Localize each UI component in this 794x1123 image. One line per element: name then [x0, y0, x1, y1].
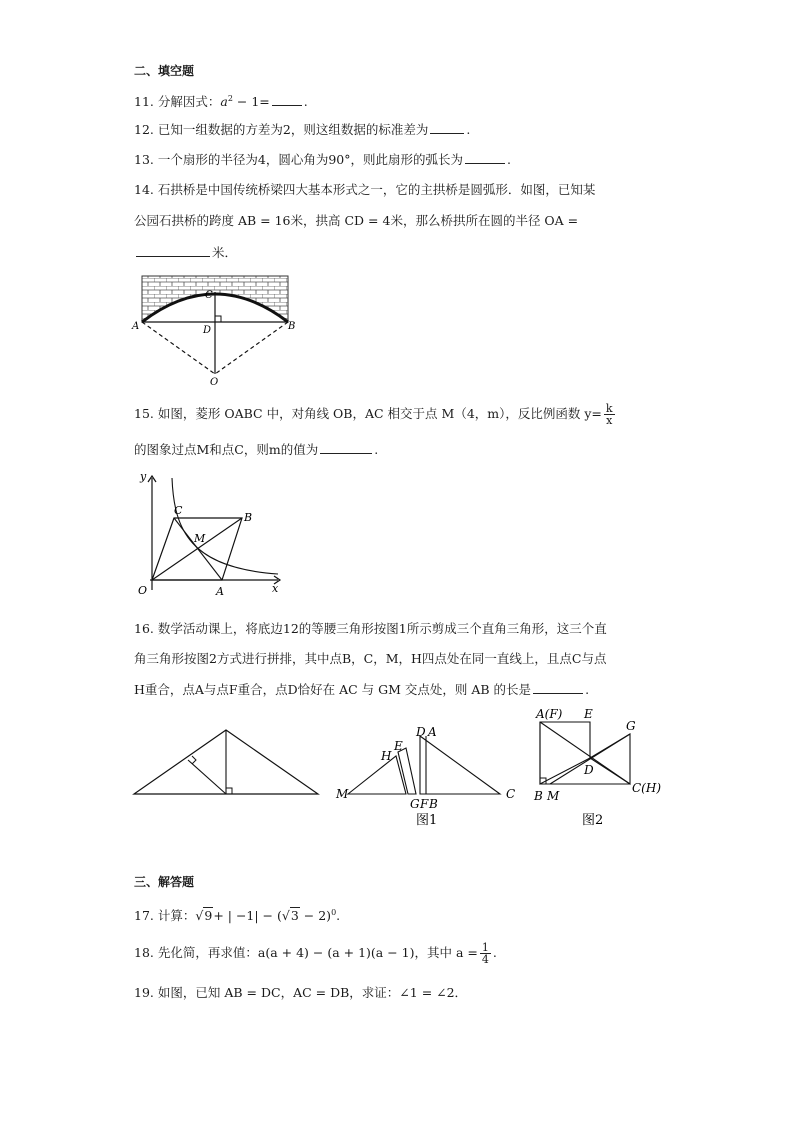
- question-15-line2: [134, 441, 378, 459]
- q17-root9: 9: [204, 908, 213, 924]
- q12-end: .: [466, 122, 471, 137]
- q11-number: 11.: [134, 94, 154, 110]
- q18-fraction: [480, 942, 491, 965]
- hyperbola-curve: [172, 478, 278, 574]
- fig1-label-M: M: [336, 787, 349, 801]
- question-16-line1: [134, 620, 607, 638]
- q11-expr-sup: 2: [227, 94, 233, 103]
- q17-sup: 0: [331, 908, 337, 917]
- fig1-label-H: H: [381, 749, 392, 763]
- triangle-figures: [130, 700, 670, 830]
- question-12: [134, 121, 470, 139]
- question-13: [134, 151, 511, 169]
- q13-end: .: [507, 152, 511, 167]
- q17-root3: 3: [290, 908, 299, 924]
- answer-blank[interactable]: [136, 244, 210, 257]
- fig2-label-G: G: [626, 719, 636, 733]
- answer-blank[interactable]: [533, 681, 583, 694]
- q14-unit: 米．: [212, 245, 238, 260]
- label-C: C: [205, 290, 213, 301]
- label-A: A: [216, 585, 224, 598]
- q13-number: 13.: [134, 152, 154, 167]
- q17-number: 17.: [134, 908, 154, 924]
- arch-bridge-figure: [130, 270, 300, 388]
- q19-number: 19.: [134, 985, 154, 1000]
- q17-prefix: 计算：: [157, 908, 196, 924]
- fig2-caption: 图2: [582, 813, 604, 828]
- fig1-caption: 图1: [416, 813, 438, 828]
- label-B: B: [288, 321, 296, 332]
- fig2-label-B: B: [534, 789, 543, 803]
- label-C: C: [174, 504, 183, 517]
- right-angle-mark: [215, 316, 221, 322]
- q17-mid: + | −1| − (: [213, 908, 282, 924]
- radius-OB: [215, 322, 288, 374]
- question-14-line3: [134, 244, 237, 262]
- label-y: y: [140, 470, 147, 483]
- fig2-label-D: D: [584, 763, 594, 777]
- fig1-label-F: F: [420, 797, 429, 811]
- q11-end: .: [303, 94, 308, 110]
- q12-number: 12.: [134, 122, 154, 137]
- q14-line2: 公园石拱桥的跨度 AB = 16米，拱高 CD = 4米，那么桥拱所在圆的半径 OA =: [134, 213, 579, 228]
- q15-number: 15.: [134, 406, 154, 421]
- fig2-label-M: M: [547, 789, 560, 803]
- q15-line2: 的图象过点M和点C，则m的值为: [134, 442, 319, 457]
- q18-text: 先化简，再求值：a(a + 4) − (a + 1)(a − 1)，其中 a =: [157, 945, 478, 960]
- answer-blank[interactable]: [465, 151, 505, 164]
- q16-line2: 角三角形按图2方式进行拼排，其中点B，C，M，H四点处在同一直线上，且点C与点: [134, 651, 607, 666]
- q16-line1: 数学活动课上，将底边12的等腰三角形按图1所示剪成三个直角三角形，这三个直: [157, 621, 607, 636]
- q15-line1: 如图，菱形 OABC 中，对角线 OB，AC 相交于点 M（4，m），反比例函数 y=: [157, 406, 602, 421]
- q17-end: .: [336, 908, 341, 924]
- q15-end: .: [374, 442, 379, 457]
- question-16-line3: [134, 681, 589, 699]
- figure-1: [335, 725, 515, 828]
- q11-expr-rest: − 1=: [232, 94, 270, 110]
- q16-end: .: [585, 682, 590, 697]
- rhombus-figure: [130, 470, 290, 600]
- q14-line1: 石拱桥是中国传统桥梁四大基本形式之一，它的主拱桥是圆弧形．如图，已知某: [157, 182, 596, 197]
- question-14-line1: [134, 181, 595, 199]
- isosceles-triangle-figure: [134, 730, 318, 794]
- label-A: A: [132, 321, 140, 332]
- fig1-label-C: C: [506, 787, 516, 801]
- q15-fraction: [604, 403, 615, 426]
- question-18: [134, 942, 497, 965]
- question-19: [134, 984, 467, 1002]
- answer-blank[interactable]: [430, 121, 464, 134]
- q15-frac-num: k: [605, 402, 613, 415]
- fig2-label-E: E: [584, 707, 593, 721]
- label-O: O: [210, 377, 219, 388]
- fig1-label-A: A: [428, 725, 437, 739]
- fig1-label-G: G: [410, 797, 420, 811]
- q15-frac-den: x: [606, 414, 613, 427]
- section-answer-heading: 三、解答题: [134, 875, 195, 889]
- label-x: x: [272, 582, 279, 595]
- fig1-label-B: B: [429, 797, 438, 811]
- diagonal-OB: [152, 518, 242, 580]
- q13-text: 一个扇形的半径为4，圆心角为90°，则此扇形的弧长为: [157, 152, 463, 167]
- label-M: M: [194, 532, 206, 545]
- fig2-label-CH: C(H): [632, 781, 662, 795]
- section-fill-heading: 二、填空题: [134, 64, 195, 78]
- q12-text: 已知一组数据的方差为2，则这组数据的标准差为: [157, 122, 429, 137]
- q18-number: 18.: [134, 945, 154, 960]
- q18-end: .: [492, 945, 497, 960]
- q16-line3: H重合，点A与点F重合，点D恰好在 AC 与 GM 交点处，则 AB 的长是: [134, 682, 532, 697]
- q19-text: 如图，已知 AB = DC，AC = DB，求证：∠1 = ∠2．: [157, 985, 468, 1000]
- fig1-label-D: D: [416, 725, 426, 739]
- q11-prefix: 分解因式：: [157, 94, 221, 110]
- question-17: 17. 计算：√9+ | $-1| - (√3 - 2)^0$.: [134, 908, 341, 924]
- q18-frac-num: 1: [481, 941, 489, 954]
- question-15-line1: [134, 403, 617, 426]
- label-O: O: [138, 584, 148, 597]
- diagonal-AC: [174, 518, 222, 580]
- q18-frac-den: 4: [481, 953, 489, 966]
- label-B: B: [244, 511, 253, 524]
- fig2-label-AF: A(F): [536, 707, 563, 721]
- answer-blank[interactable]: [272, 93, 302, 106]
- q11-expr-a: a: [220, 94, 228, 110]
- label-D: D: [203, 325, 212, 336]
- fig1-label-E: E: [394, 739, 403, 753]
- q17-tail: − 2): [299, 908, 332, 924]
- answer-blank[interactable]: [320, 441, 372, 454]
- q14-number: 14.: [134, 182, 154, 197]
- q16-number: 16.: [134, 621, 154, 636]
- figure-2: [533, 707, 661, 828]
- question-11: [134, 90, 308, 111]
